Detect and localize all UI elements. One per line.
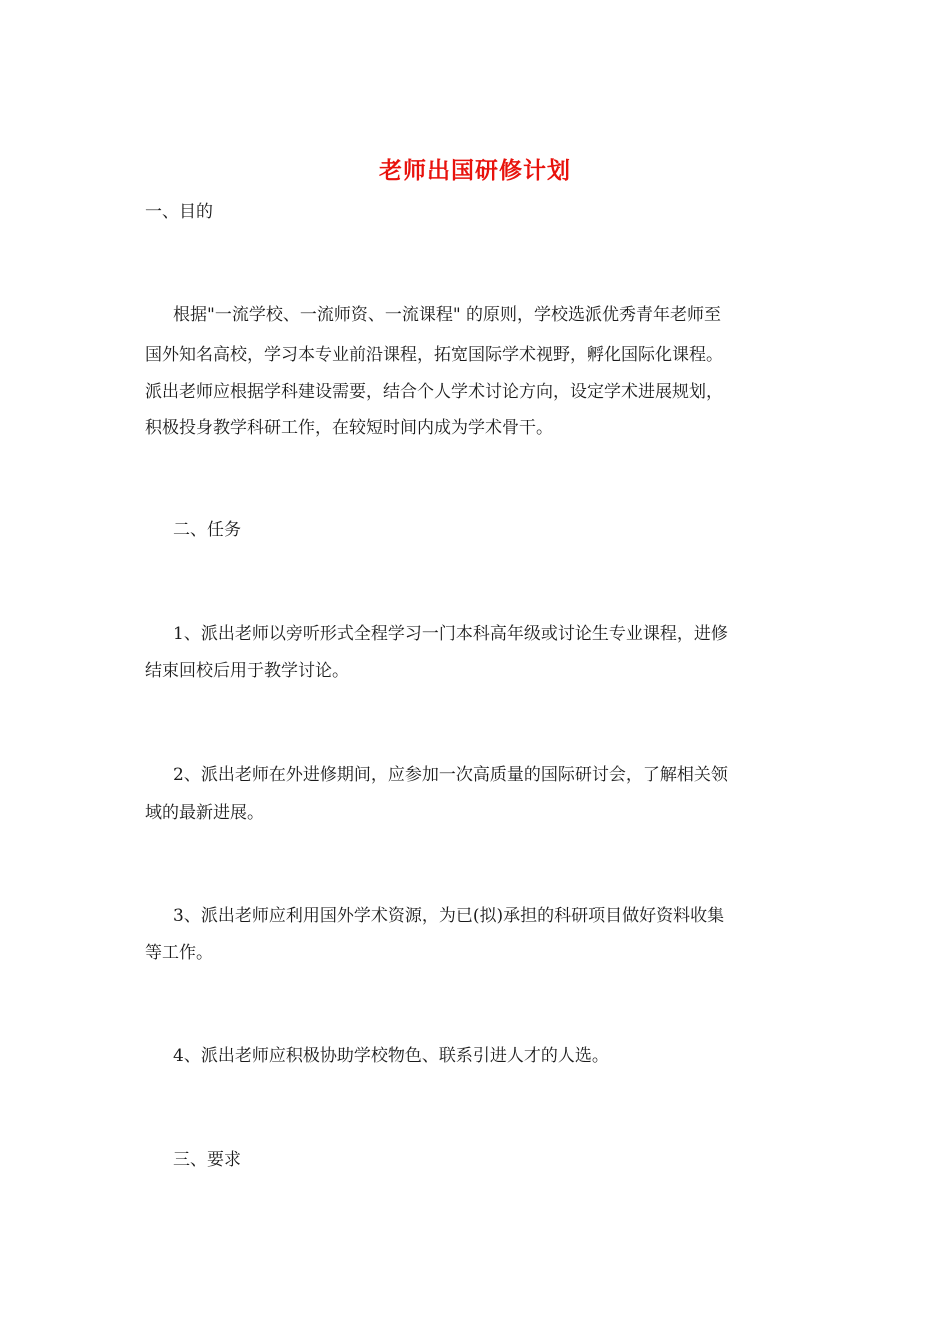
paragraph-purpose-line-4: 积极投身教学科研工作，在较短时间内成为学术骨干。 [145, 418, 553, 438]
section-heading-requirements: 三、要求 [173, 1150, 241, 1170]
paragraph-purpose-line-1: 根据"一流学校、一流师资、一流课程" 的原则，学校选派优秀青年老师至 [173, 305, 722, 325]
document-title: 老师出国研修计划 [379, 157, 571, 184]
paragraph-purpose-line-2: 国外知名高校，学习本专业前沿课程，拓宽国际学术视野，孵化国际化课程。 [145, 345, 723, 365]
task-item-2-line-1: 2、派出老师在外进修期间，应参加一次高质量的国际研讨会，了解相关领 [173, 765, 728, 785]
task-item-4-line-1: 4、派出老师应积极协助学校物色、联系引进人才的人选。 [173, 1046, 609, 1066]
section-heading-tasks: 二、任务 [173, 520, 241, 540]
task-item-3-line-1: 3、派出老师应利用国外学术资源，为已(拟)承担的科研项目做好资料收集 [173, 906, 725, 926]
task-item-1-line-2: 结束回校后用于教学讨论。 [145, 661, 349, 681]
task-item-2-line-2: 域的最新进展。 [145, 803, 264, 823]
section-heading-purpose: 一、目的 [145, 202, 213, 222]
paragraph-purpose-line-3: 派出老师应根据学科建设需要，结合个人学术讨论方向，设定学术进展规划， [145, 382, 723, 402]
task-item-3-line-2: 等工作。 [145, 943, 213, 963]
task-item-1-line-1: 1、派出老师以旁听形式全程学习一门本科高年级或讨论生专业课程，进修 [173, 624, 728, 644]
